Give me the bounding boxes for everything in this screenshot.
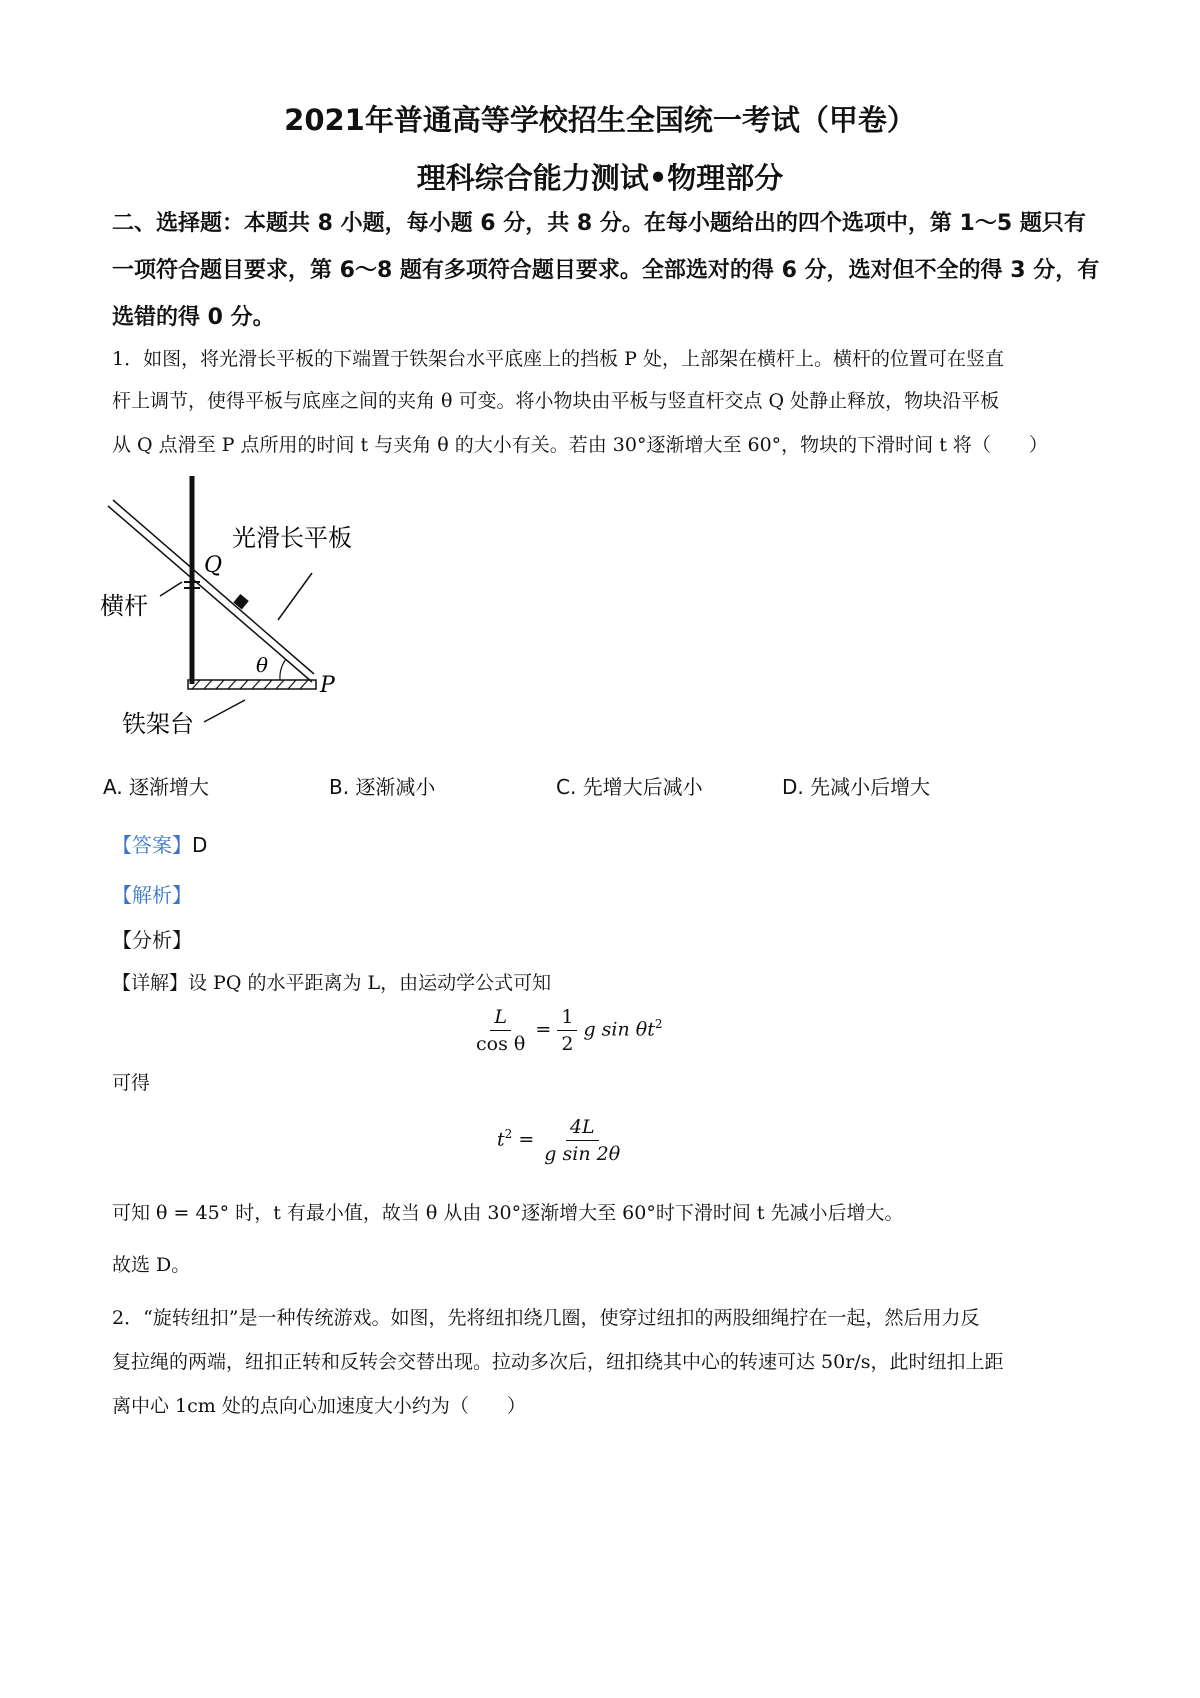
- eq1-equals: =: [535, 1018, 552, 1041]
- page-subtitle: 理科综合能力测试•物理部分: [416, 161, 784, 195]
- answer-tag: 【答案】: [112, 833, 192, 857]
- base-hatching: [192, 680, 308, 689]
- option-d-key: D.: [782, 775, 804, 799]
- detail-row: [112, 968, 551, 995]
- equation-2: [497, 1114, 624, 1167]
- conclusion-text: 可知 θ = 45° 时，t 有最小值，故当 θ 从由 30°逐渐增大至 60°时下滑时间 t 先减小后增大。: [112, 1202, 904, 1224]
- option-c-key: C.: [556, 775, 577, 799]
- angle-arc: [280, 659, 286, 680]
- option-d: [782, 771, 930, 800]
- eq1-denominator: cos θ: [476, 1033, 526, 1055]
- q1-line-3: 从 Q 点滑至 P 点所用的时间 t 与夹角 θ 的大小有关。若由 30°逐渐增大至 60°，物块的下滑时间 t 将（ ）: [112, 434, 1048, 456]
- eq1-numerator: L: [490, 1004, 511, 1031]
- detail-text: 设 PQ 的水平距离为 L，由运动学公式可知: [188, 972, 552, 994]
- board-pointer: [278, 573, 312, 620]
- label-board: 光滑长平板: [232, 524, 352, 552]
- option-c: [556, 771, 703, 800]
- eq2-equals: =: [518, 1128, 535, 1151]
- kede-text: 可得: [112, 1072, 151, 1094]
- option-b-text: 逐渐减小: [355, 775, 436, 799]
- eq1-half-numerator: 1: [557, 1004, 577, 1031]
- q2-line-1: 2．“旋转纽扣”是一种传统游戏。如图，先将纽扣绕几圈，使穿过纽扣的两股细绳拧在一起，然后用力反: [112, 1307, 980, 1329]
- answer-value: D: [192, 833, 208, 857]
- eq2-fraction: [540, 1114, 624, 1167]
- option-b: [329, 771, 435, 800]
- final-text: 故选 D。: [112, 1254, 191, 1276]
- q2-line-2: 复拉绳的两端，纽扣正转和反转会交替出现。拉动多次后，纽扣绕其中心的转速可达 50r/s，此时纽扣上距: [112, 1351, 1004, 1373]
- option-c-text: 先增大后减小: [582, 775, 703, 799]
- eq1-rhs: g sin θt: [583, 1018, 655, 1041]
- eq1-half: [557, 1004, 577, 1057]
- page-title: 2021年普通高等学校招生全国统一考试（甲卷）: [284, 103, 916, 137]
- label-p: P: [320, 673, 335, 698]
- option-a-text: 逐渐增大: [129, 775, 210, 799]
- eq2-exponent: 2: [504, 1127, 513, 1142]
- eq2-denominator: g sin 2θ: [544, 1143, 621, 1165]
- option-a-key: A.: [103, 775, 123, 799]
- option-a: [103, 771, 209, 800]
- option-b-key: B.: [329, 775, 350, 799]
- section-heading: 二、选择题：本题共 8 小题，每小题 6 分，共 8 分。在每小题给出的四个选项中，第 1～5 题只有一项符合题目要求，第 6～8 题有多项符合题目要求。全部选对的得 6 分，选对但不全的得 3 分，有选错的得 0 分。: [112, 211, 1100, 330]
- eq1-half-denominator: 2: [561, 1033, 574, 1055]
- equation-1: [472, 1004, 663, 1057]
- option-d-text: 先减小后增大: [810, 775, 931, 799]
- q1-line-1: 1．如图，将光滑长平板的下端置于铁架台水平底座上的挡板 P 处，上部架在横杆上。横杆的位置可在竖直: [112, 348, 1004, 370]
- label-q: Q: [204, 553, 223, 578]
- eq1-exponent: 2: [654, 1017, 663, 1032]
- eq1-fraction: [472, 1004, 529, 1057]
- stand-pointer: [204, 700, 245, 722]
- label-bar: 横杆: [100, 592, 148, 620]
- analysis-tag: 【解析】: [112, 883, 192, 907]
- incline-figure: [100, 470, 380, 750]
- fenxi-tag: 【分析】: [112, 928, 192, 952]
- answer-row: [112, 829, 207, 858]
- detail-tag: 【详解】: [112, 972, 189, 994]
- eq2-lhs: t: [497, 1128, 505, 1151]
- label-theta: θ: [256, 653, 269, 677]
- eq2-numerator: 4L: [566, 1114, 599, 1141]
- bar-pointer: [160, 582, 182, 596]
- q1-line-2: 杆上调节，使得平板与底座之间的夹角 θ 可变。将小物块由平板与竖直杆交点 Q 处静止释放，物块沿平板: [112, 390, 1000, 412]
- label-stand: 铁架台: [122, 710, 194, 738]
- q2-line-3: 离中心 1cm 处的点向心加速度大小约为（ ）: [112, 1395, 526, 1417]
